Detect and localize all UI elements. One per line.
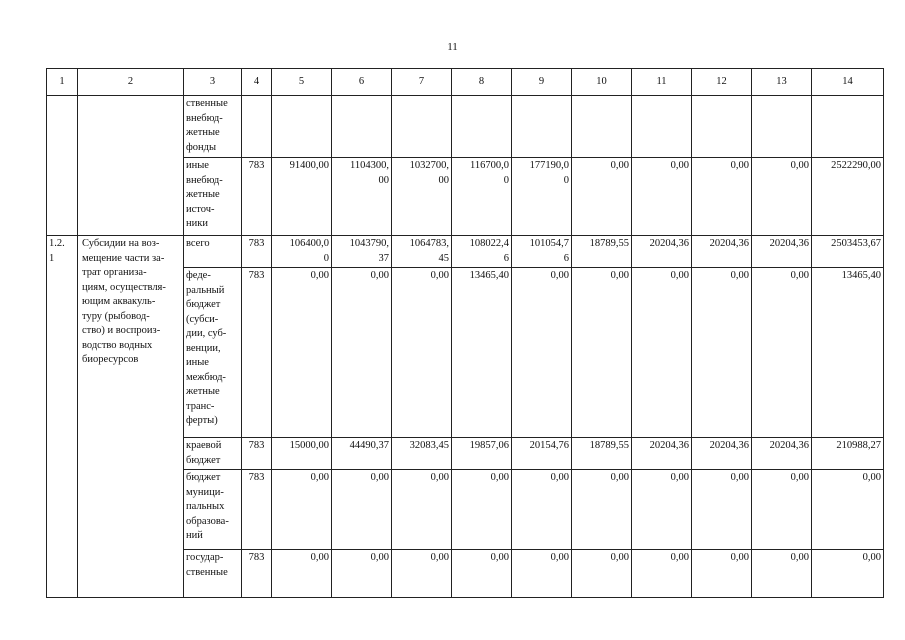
table-cell: 20204,36 <box>632 236 692 268</box>
table-cell: 0,00 <box>812 550 884 598</box>
header-cell: 6 <box>332 69 392 96</box>
table-cell: 0,00 <box>332 268 392 438</box>
table-cell: 783 <box>242 236 272 268</box>
table-cell <box>812 96 884 158</box>
table-cell <box>632 96 692 158</box>
table-cell: 20204,36 <box>752 438 812 470</box>
table-cell: 108022,4 6 <box>452 236 512 268</box>
table-cell: 20154,76 <box>512 438 572 470</box>
table-cell: 0,00 <box>512 470 572 550</box>
table-cell: 18789,55 <box>572 438 632 470</box>
table-header-row <box>47 69 884 96</box>
table-cell: 0,00 <box>392 550 452 598</box>
table-cell: феде- ральный бюджет (субси- дии, суб- венции, иные межбюд- жетные транс- ферты) <box>184 268 242 438</box>
table-cell: 783 <box>242 470 272 550</box>
table-cell: 101054,7 6 <box>512 236 572 268</box>
table-cell: 44490,37 <box>332 438 392 470</box>
table-cell: 13465,40 <box>452 268 512 438</box>
table-cell: 0,00 <box>752 158 812 236</box>
table-cell: 0,00 <box>692 470 752 550</box>
table-cell: 783 <box>242 550 272 598</box>
table-cell: 783 <box>242 158 272 236</box>
table-cell: 0,00 <box>572 158 632 236</box>
table-cell <box>752 96 812 158</box>
table-cell: 1043790, 37 <box>332 236 392 268</box>
table-cell <box>242 96 272 158</box>
table-cell: 2522290,00 <box>812 158 884 236</box>
table-cell: 0,00 <box>452 550 512 598</box>
table-cell: 783 <box>242 438 272 470</box>
table-cell: 0,00 <box>572 268 632 438</box>
table-cell: 20204,36 <box>692 438 752 470</box>
table-cell: 91400,00 <box>272 158 332 236</box>
table-cell <box>572 96 632 158</box>
table-cell: 0,00 <box>272 470 332 550</box>
row-id-cell <box>47 96 78 236</box>
table-cell: 0,00 <box>392 470 452 550</box>
table-cell: 0,00 <box>632 268 692 438</box>
row-title-cell <box>78 96 184 236</box>
table-cell: 20204,36 <box>632 438 692 470</box>
header-cell: 4 <box>242 69 272 96</box>
table-cell: 0,00 <box>392 268 452 438</box>
table-cell: 0,00 <box>752 550 812 598</box>
table-cell <box>332 96 392 158</box>
table-cell: 0,00 <box>452 470 512 550</box>
table-cell: 0,00 <box>272 550 332 598</box>
table-cell: 0,00 <box>632 470 692 550</box>
table-cell: 0,00 <box>752 268 812 438</box>
table-cell <box>392 96 452 158</box>
table-cell: 0,00 <box>272 268 332 438</box>
table-cell: 13465,40 <box>812 268 884 438</box>
table-cell: 0,00 <box>752 470 812 550</box>
table-cell: 0,00 <box>512 268 572 438</box>
row-id-cell: 1.2. 1 <box>47 236 78 598</box>
table-cell <box>512 96 572 158</box>
table-cell: 0,00 <box>692 158 752 236</box>
table-cell: 783 <box>242 268 272 438</box>
table-cell: 19857,06 <box>452 438 512 470</box>
header-cell: 11 <box>632 69 692 96</box>
table-cell: 20204,36 <box>692 236 752 268</box>
table-cell: 0,00 <box>512 550 572 598</box>
table-cell: 32083,45 <box>392 438 452 470</box>
table-cell: 106400,0 0 <box>272 236 332 268</box>
table-cell: государ- ственные <box>184 550 242 598</box>
header-cell: 3 <box>184 69 242 96</box>
table-cell: 0,00 <box>572 470 632 550</box>
header-cell: 9 <box>512 69 572 96</box>
table-cell <box>272 96 332 158</box>
header-cell: 1 <box>47 69 78 96</box>
table-cell: 0,00 <box>572 550 632 598</box>
table-cell: 18789,55 <box>572 236 632 268</box>
table-cell: краевой бюджет <box>184 438 242 470</box>
table-cell <box>692 96 752 158</box>
table-cell: бюджет муници- пальных образова- ний <box>184 470 242 550</box>
table-cell: 210988,27 <box>812 438 884 470</box>
header-cell: 13 <box>752 69 812 96</box>
table-cell: 177190,0 0 <box>512 158 572 236</box>
budget-table <box>46 68 884 598</box>
table-cell: 0,00 <box>332 470 392 550</box>
table-cell: 0,00 <box>632 550 692 598</box>
table-cell: 1104300, 00 <box>332 158 392 236</box>
header-cell: 14 <box>812 69 884 96</box>
header-cell: 8 <box>452 69 512 96</box>
table-row <box>47 236 884 268</box>
table-cell: 0,00 <box>812 470 884 550</box>
header-cell: 12 <box>692 69 752 96</box>
table-cell: иные внебюд- жетные источ- ники <box>184 158 242 236</box>
table-cell: 1032700, 00 <box>392 158 452 236</box>
header-cell: 2 <box>78 69 184 96</box>
table-cell: 1064783, 45 <box>392 236 452 268</box>
table-cell: 0,00 <box>632 158 692 236</box>
table-cell: 0,00 <box>692 268 752 438</box>
table-row <box>47 96 884 158</box>
table-cell: 116700,0 0 <box>452 158 512 236</box>
header-cell: 7 <box>392 69 452 96</box>
table-cell: ственные внебюд- жетные фонды <box>184 96 242 158</box>
table-cell: 0,00 <box>692 550 752 598</box>
table-cell: 0,00 <box>332 550 392 598</box>
table-cell: всего <box>184 236 242 268</box>
page-number: 11 <box>447 41 458 53</box>
row-title-cell: Субсидии на воз- мещение части за- трат организа- циям, осуществля- ющим аквакуль- туру (рыбовод- ство) и воспроиз- водство водных биоресурсов <box>78 236 184 598</box>
table-cell <box>452 96 512 158</box>
header-cell: 10 <box>572 69 632 96</box>
table-cell: 15000,00 <box>272 438 332 470</box>
table-cell: 2503453,67 <box>812 236 884 268</box>
header-cell: 5 <box>272 69 332 96</box>
table-cell: 20204,36 <box>752 236 812 268</box>
